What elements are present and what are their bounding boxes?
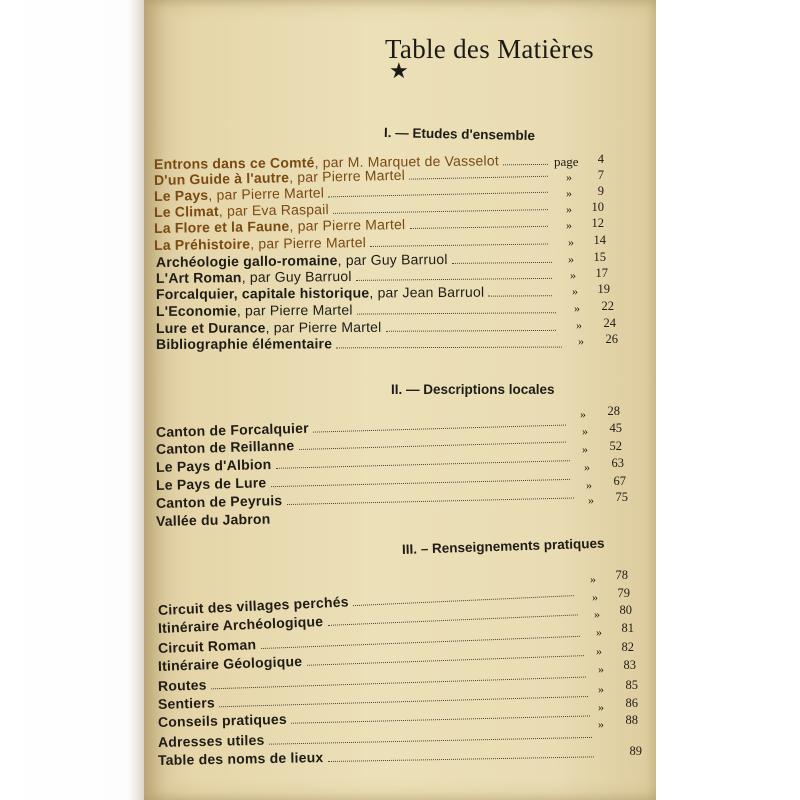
page-marker: » bbox=[598, 717, 604, 731]
toc-entry-title bbox=[156, 268, 352, 286]
page-number: 79 bbox=[617, 586, 630, 600]
page-number: 14 bbox=[593, 233, 606, 247]
page-marker: » bbox=[578, 334, 584, 348]
toc-entry-heading: Lure et Durance bbox=[155, 319, 266, 336]
toc-entry-heading: Forcalquier, capitale historique bbox=[155, 284, 370, 302]
toc-entry-heading: Bibliographie élémentaire bbox=[155, 335, 333, 352]
page-marker: » bbox=[568, 252, 574, 266]
section-heading-3: III. – Renseignements pratiques bbox=[401, 535, 605, 557]
toc-entry bbox=[156, 283, 556, 302]
page-marker: » bbox=[566, 202, 572, 216]
page-marker: » bbox=[598, 700, 604, 714]
page-marker: » bbox=[582, 424, 588, 438]
toc-entry-heading: Archéologie gallo-romaine bbox=[155, 252, 338, 270]
page-marker: » bbox=[580, 407, 586, 421]
dot-leader bbox=[410, 226, 548, 229]
toc-entry-title bbox=[154, 234, 366, 253]
dot-leader bbox=[333, 209, 548, 214]
toc-entry-title bbox=[156, 335, 332, 352]
dot-leader bbox=[409, 176, 548, 180]
toc-entry-author: , par Jean Barruol bbox=[369, 283, 485, 301]
toc-entry-heading: La Flore et la Faune bbox=[153, 217, 290, 236]
page-marker: page bbox=[554, 154, 579, 169]
page-title: Table des Matières bbox=[385, 34, 594, 64]
page-number: 12 bbox=[591, 216, 604, 230]
page-marker: » bbox=[588, 493, 594, 507]
toc-entry-heading: D'un Guide à l'autre bbox=[153, 169, 290, 188]
background-left bbox=[0, 0, 146, 800]
toc-entry-title bbox=[158, 711, 287, 730]
toc-entry-author: , par Pierre Martel bbox=[208, 184, 325, 203]
toc-entry-heading: Itinéraire Géologique bbox=[157, 652, 303, 674]
toc-entry bbox=[156, 318, 560, 336]
page-number: 15 bbox=[593, 250, 606, 264]
section-heading-2: II. — Descriptions locales bbox=[391, 382, 555, 397]
page-marker: » bbox=[566, 218, 572, 232]
page-marker: » bbox=[592, 590, 598, 604]
toc-entry-author: , par Guy Barruol bbox=[241, 267, 352, 286]
page-marker: » bbox=[596, 644, 602, 658]
page-number: 9 bbox=[597, 184, 604, 198]
page-marker: » bbox=[598, 682, 604, 696]
page-number: 45 bbox=[609, 421, 622, 435]
toc-entry-heading: Le Pays d'Albion bbox=[155, 455, 272, 475]
toc-entry-title bbox=[156, 474, 267, 493]
page-number: 63 bbox=[611, 456, 624, 470]
toc-entry-heading: Routes bbox=[157, 676, 207, 694]
page-marker: » bbox=[566, 186, 572, 200]
toc-entry-heading: Circuit Roman bbox=[157, 636, 257, 656]
page-number: 80 bbox=[619, 603, 632, 617]
page-number: 86 bbox=[625, 696, 638, 710]
page-number: 26 bbox=[605, 332, 618, 346]
dot-leader bbox=[452, 262, 552, 264]
toc-entry-heading: L'Economie bbox=[155, 302, 237, 319]
page-number: 75 bbox=[615, 490, 628, 504]
toc-entry-heading: Adresses utiles bbox=[157, 731, 265, 750]
toc-entry-author: , par Pierre Martel bbox=[265, 318, 382, 336]
page-number: 67 bbox=[613, 474, 626, 488]
page-number: 78 bbox=[615, 568, 628, 582]
toc-entry-title bbox=[156, 456, 272, 475]
toc-entry-heading: Itinéraire Archéologique bbox=[157, 613, 324, 636]
toc-entry-heading: Le Pays bbox=[153, 186, 209, 204]
page-number: 81 bbox=[621, 621, 634, 635]
toc-entry-title bbox=[156, 511, 271, 529]
toc-entry bbox=[156, 335, 566, 352]
toc-entry-author: , par Pierre Martel bbox=[236, 301, 353, 319]
page-number: 24 bbox=[603, 316, 616, 330]
page-marker: » bbox=[572, 284, 578, 298]
page-marker: » bbox=[582, 442, 588, 456]
dot-leader bbox=[386, 330, 556, 332]
toc-entry-author: , par Guy Barruol bbox=[337, 250, 448, 269]
toc-entry bbox=[156, 300, 560, 319]
page-marker: » bbox=[576, 318, 582, 332]
toc-entry-heading: Le Climat bbox=[153, 202, 219, 220]
page-marker: » bbox=[568, 235, 574, 249]
page-number: 85 bbox=[625, 678, 638, 692]
page-number: 19 bbox=[597, 282, 610, 296]
page-marker: » bbox=[596, 625, 602, 639]
toc-entry-heading: Circuit des villages perchés bbox=[157, 593, 349, 618]
page-number: 17 bbox=[595, 266, 608, 280]
page-marker: » bbox=[598, 662, 604, 676]
toc-entry-author: , par Pierre Martel bbox=[250, 234, 367, 252]
toc-entry-title bbox=[158, 732, 265, 750]
page-number: 88 bbox=[625, 713, 638, 727]
page-number: 52 bbox=[609, 439, 622, 453]
toc-entry-heading: L'Art Roman bbox=[155, 269, 242, 286]
page-number: 83 bbox=[623, 658, 636, 672]
section-heading-1: I. — Etudes d'ensemble bbox=[383, 125, 536, 144]
page-number: 89 bbox=[629, 744, 642, 758]
dot-leader bbox=[356, 278, 552, 281]
page-number: 28 bbox=[607, 404, 620, 418]
toc-entry-heading: Vallée du Jabron bbox=[155, 510, 271, 529]
background-right bbox=[656, 0, 800, 800]
toc-entry-title bbox=[156, 284, 484, 302]
star-ornament: ★ bbox=[389, 58, 409, 83]
toc-entry-heading: Sentiers bbox=[157, 694, 216, 712]
toc-entry-title bbox=[158, 749, 324, 768]
toc-entry-heading: Canton de Reillanne bbox=[155, 437, 295, 457]
page-number: 7 bbox=[597, 168, 604, 182]
page-number: 82 bbox=[621, 640, 634, 654]
toc-entry-heading: Table des noms de lieux bbox=[157, 749, 324, 768]
page-number: 10 bbox=[591, 200, 604, 214]
toc-entry-title bbox=[156, 319, 382, 336]
toc-entry-author: , par Pierre Martel bbox=[288, 166, 406, 186]
toc-entry-author: , par Pierre Martel bbox=[289, 216, 406, 234]
page-number: 22 bbox=[601, 299, 614, 313]
toc-entry-title bbox=[156, 492, 283, 511]
dot-leader bbox=[370, 243, 548, 246]
toc-entry-heading: Canton de Peyruis bbox=[155, 492, 283, 511]
page-marker: » bbox=[566, 170, 572, 184]
toc-entry-heading: Canton de Forcalquier bbox=[155, 419, 309, 440]
dot-leader bbox=[336, 347, 562, 349]
page-marker: » bbox=[584, 460, 590, 474]
page-marker: » bbox=[586, 478, 592, 492]
toc-entry-title bbox=[158, 694, 215, 712]
toc-entry-heading: La Préhistoire bbox=[153, 235, 251, 253]
toc-entry-heading: Conseils pratiques bbox=[157, 710, 288, 730]
toc-entry-title bbox=[158, 676, 207, 694]
page-marker: » bbox=[590, 572, 596, 586]
page-marker: » bbox=[570, 268, 576, 282]
toc-entry-heading: Entrons dans ce Comté bbox=[153, 154, 315, 172]
page-marker: » bbox=[594, 607, 600, 621]
toc-entry-author: , par M. Marquet de Vasselot bbox=[314, 152, 499, 171]
toc-entry-heading: Le Pays de Lure bbox=[155, 474, 267, 493]
toc-entry-title bbox=[156, 302, 353, 319]
page-marker: » bbox=[574, 301, 580, 315]
dot-leader bbox=[488, 295, 552, 296]
toc-entry-author: , par Eva Raspail bbox=[218, 200, 329, 219]
page-number: 4 bbox=[597, 152, 604, 166]
dot-leader bbox=[357, 312, 556, 314]
